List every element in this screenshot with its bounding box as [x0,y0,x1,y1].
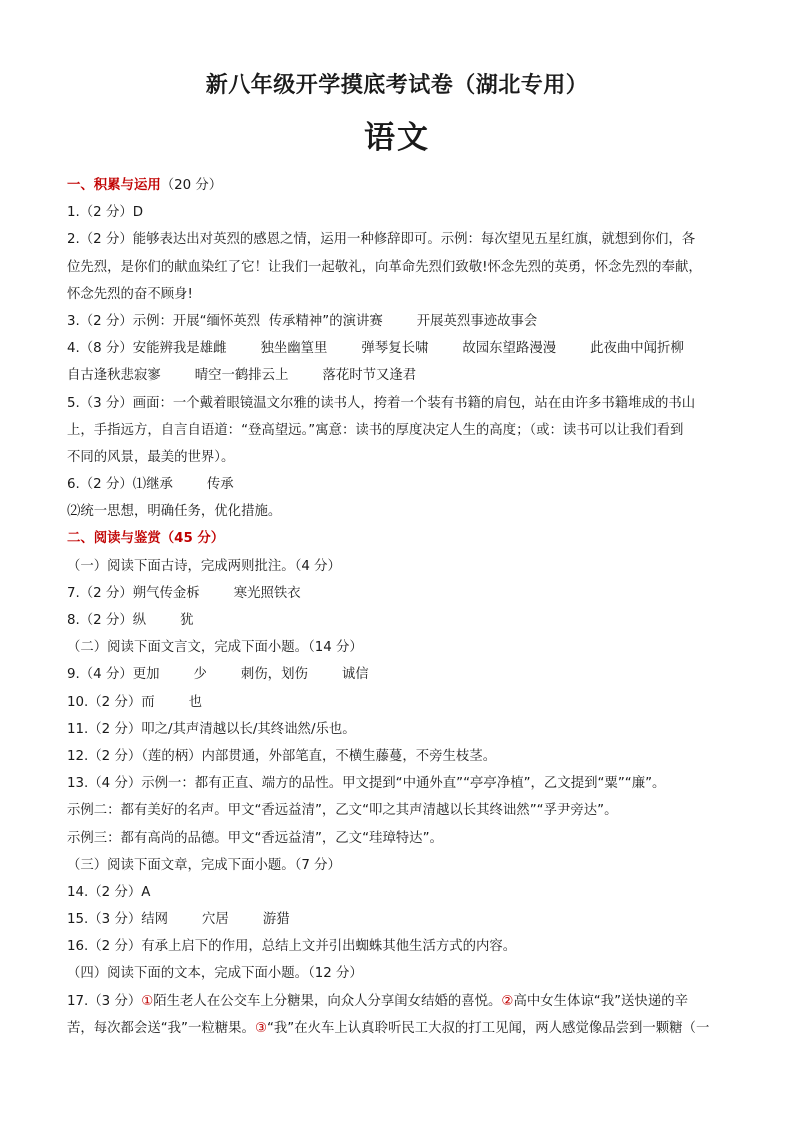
q17-marker-1: ① [141,993,154,1009]
answer-q17-line1 [67,988,735,1015]
part-2-heading: （二）阅读下面文言文，完成下面小题。（14 分） [67,640,363,656]
answer-q6-line2: ⑵统一思想，明确任务，优化措施。 [67,504,282,520]
q6-prefix: 6.（2 分）⑴继承 [67,477,173,493]
answer-content [67,172,735,1042]
section-2-label: 二、阅读与鉴赏（45 分） [67,531,225,547]
answer-q17-line2 [67,1015,735,1042]
answer-q11: 11.（2 分）叩之/其声清越以长/其终诎然/乐也。 [67,721,356,737]
q17-text-3: “我”在火车上认真聆听民工大叔的打工见闻，两人感觉像品尝到一颗糖（一 [266,1020,710,1036]
answer-q2-line3: 怀念先烈的奋不顾身! [67,286,193,302]
exam-title: 新八年级开学摸底考试卷（湖北专用） [205,72,589,98]
q4-prefix: 4.（8 分）安能辨我是雄雌 [67,341,227,357]
q4-item: 故园东望路漫漫 [462,341,557,357]
part-3-heading: （三）阅读下面文章，完成下面小题。（7 分） [67,857,341,873]
q17-prefix: 17.（3 分） [67,993,142,1009]
subject-title: 语文 [364,120,430,156]
section-1-label: 积累与运用 [93,178,161,193]
q4-item: 落花时节又逢君 [322,368,417,384]
q9-item: 少 [193,667,207,683]
answer-q5-line2: 上，手指远方，自言自语道：“登高望远。”寓意：读书的厚度决定人生的高度；（或：读书可以让我们看到 [67,422,684,438]
answer-q13-line3: 示例三：都有高尚的品德。甲文“香远益清”，乙文“珪璋特达”。 [67,830,443,846]
q10-item: 也 [188,694,203,710]
q9-item: 诚信 [341,667,369,683]
q15-item: 游猎 [262,912,290,928]
q3-item: 开展英烈事迹故事会 [416,313,538,329]
section-1-points: （20 分） [160,178,223,193]
answer-q5-line3: 不同的风景，最美的世界）。 [67,449,235,465]
answer-q4-line1 [67,335,735,362]
section-1-prefix: 一、 [67,178,94,193]
answer-q2-line1: 2.（2 分）能够表达出对英烈的感恩之情，运用一种修辞即可。示例：每次望见五星红旗，就想到你们，各 [67,232,696,248]
part-1-heading: （一）阅读下面古诗，完成两则批注。（4 分） [67,558,341,574]
q17-text-1: 陌生老人在公交车上分糖果，向众人分享闺女结婚的喜悦。 [153,993,502,1009]
answer-q1: 1.（2 分）D [67,205,144,221]
q17-marker-3: ③ [254,1020,267,1036]
q4-item: 晴空一鹤排云上 [194,368,289,384]
answer-q16: 16.（2 分）有承上启下的作用，总结上文并引出蜘蛛其他生活方式的内容。 [67,939,517,955]
answer-q13-line2: 示例二：都有美好的名声。甲文“香远益清”，乙文“叩之其声清越以长其终诎然”“孚尹旁达”。 [67,803,618,819]
q15-item: 穴居 [202,912,229,928]
q9-item: 刺伤，划伤 [240,667,308,683]
q17-marker-2: ② [501,993,514,1009]
answer-q3 [67,308,735,335]
answer-q4-line2 [67,362,735,389]
answer-q13-line1: 13.（4 分）示例一：都有正直、端方的品性。甲文提到“中通外直”“亭亭净植”，乙文提到“粟”“廉”。 [67,776,666,792]
answer-q9 [67,661,735,688]
q3-prefix: 3.（2 分）示例：开展“缅怀英烈 传承精神”的演讲赛 [67,313,383,329]
answer-q12: 12.（2 分）（莲的柄）内部贯通，外部笔直，不横生藤蔓，不旁生枝茎。 [67,748,497,764]
answer-q14: 14.（2 分）A [67,884,151,900]
part-4-heading: （四）阅读下面的文本，完成下面小题。（12 分） [67,966,363,982]
q8-prefix: 8.（2 分）纵 [67,613,147,628]
q4-item: 此夜曲中闻折柳 [590,341,684,357]
answer-q7 [67,580,735,607]
answer-q2-line2: 位先烈，是你们的献血染红了它！让我们一起敬礼，向革命先烈们致敬!怀念先烈的英勇，怀念先烈的奉献， [67,259,702,275]
section-2-heading [67,525,735,552]
q9-prefix: 9.（4 分）更加 [67,667,160,683]
answer-q15 [67,906,735,933]
q4-item: 独坐幽篁里 [260,341,328,357]
q15-prefix: 15.（3 分）结网 [67,912,169,928]
answer-q6-line1 [67,471,735,498]
section-1-heading [67,172,735,199]
q6-item: 传承 [206,477,234,493]
q8-item: 犹 [180,613,194,628]
q17-text-2b: 苦，每次都会送“我”一粒糖果。 [67,1020,255,1036]
answer-q8 [67,607,735,634]
answer-q10 [67,689,735,716]
q7-item: 寒光照铁衣 [233,585,301,601]
q4-item: 弹琴复长啸 [361,341,429,357]
answer-q5-line1: 5.（3 分）画面：一个戴着眼镜温文尔雅的读书人，挎着一个装有书籍的肩包，站在由许多书籍堆成的书山 [67,395,696,411]
q10-prefix: 10.（2 分）而 [67,694,155,710]
q4-item: 自古逢秋悲寂寥 [67,368,161,384]
q17-text-2: 高中女生体谅“我”送快递的辛 [513,993,688,1009]
q7-prefix: 7.（2 分）朔气传金柝 [67,585,200,601]
